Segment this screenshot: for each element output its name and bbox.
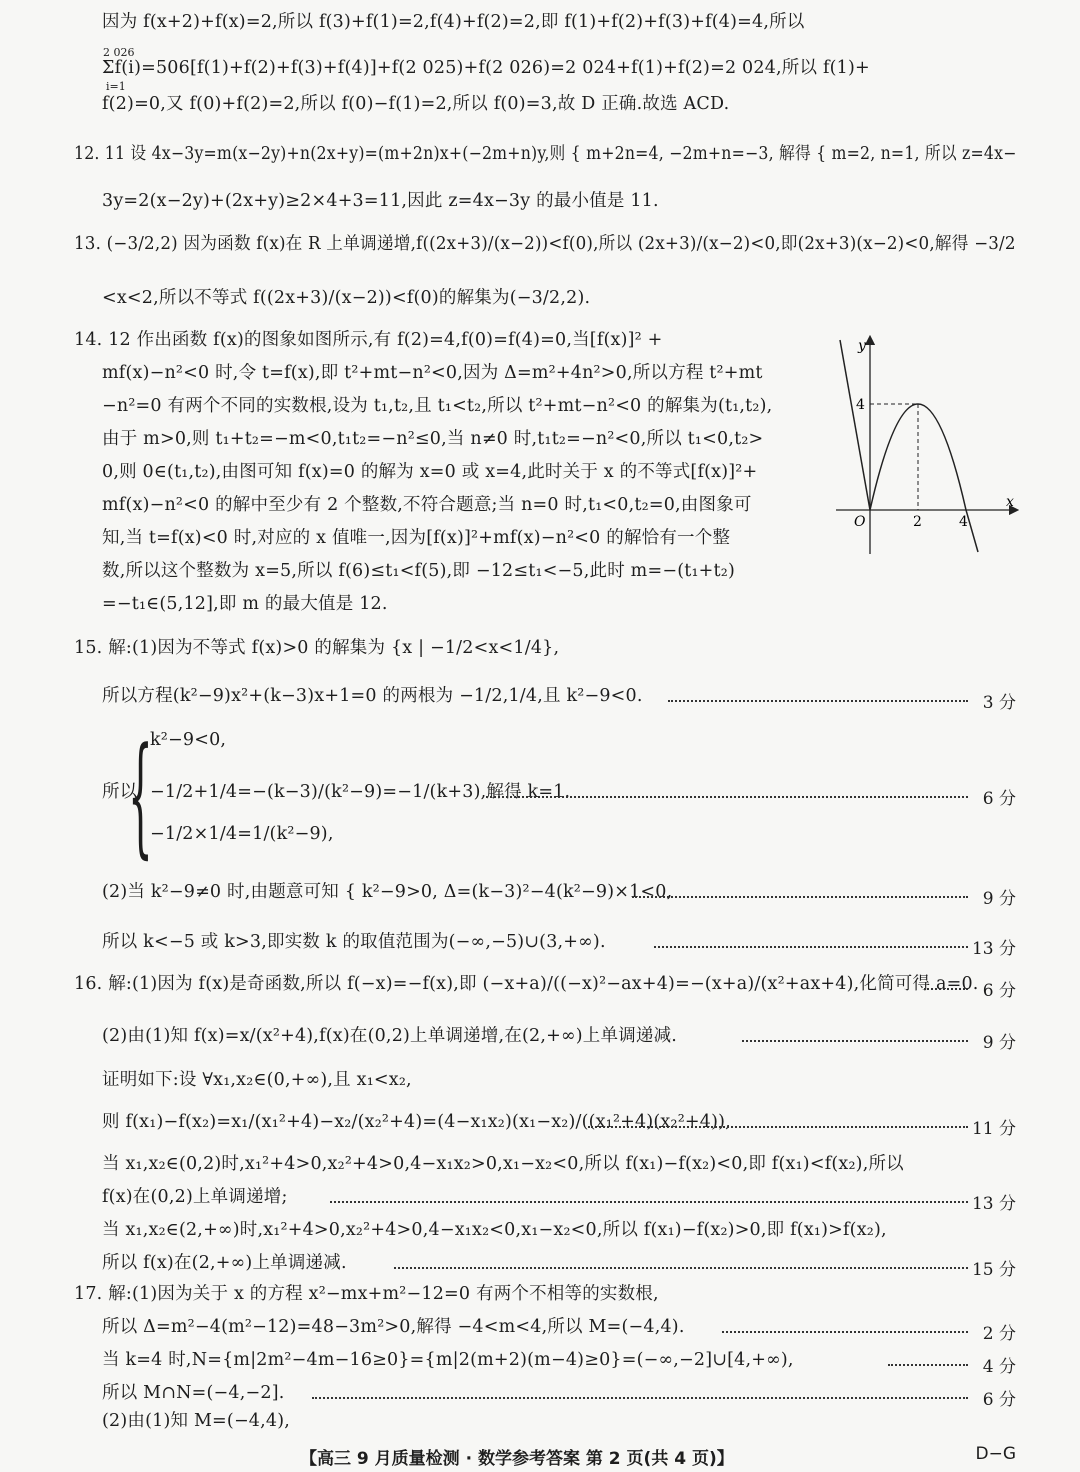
- text-line: 由于 m>0,则 t₁+t₂=−m<0,t₁t₂=−n²≤0,当 n≠0 时,t₁t₂=−n²<0,所以 t₁<0,t₂>: [102, 429, 764, 449]
- text-line: k²−9<0,: [150, 730, 227, 750]
- dot-leader: [654, 946, 968, 948]
- dot-leader: [632, 896, 968, 898]
- score-marker: 15 分: [971, 1260, 1016, 1280]
- origin-label: O: [854, 514, 866, 530]
- score-marker: 2 分: [982, 1324, 1016, 1344]
- text-line: 13. (−3/2,2) 因为函数 f(x)在 R 上单调递增,f((2x+3)/(x−2))<f(0),所以 (2x+3)/(x−2)<0,即(2x+3)(x−2)<0,解得 −3/2: [74, 234, 1016, 254]
- text-line: −n²=0 有两个不同的实数根,设为 t₁,t₂,且 t₁<t₂,所以 t²+mt−n²<0 的解集为(t₁,t₂),: [102, 396, 773, 416]
- text-line: 证明如下:设 ∀x₁,x₂∈(0,+∞),且 x₁<x₂,: [102, 1070, 412, 1090]
- score-marker: 6 分: [982, 1390, 1016, 1410]
- text-line: f(2)=0,又 f(0)+f(2)=2,所以 f(0)−f(1)=2,所以 f(0)=3,故 D 正确.故选 ACD.: [102, 94, 730, 114]
- score-marker: 11 分: [971, 1119, 1016, 1139]
- y-axis-label: y: [858, 338, 866, 354]
- text-line: mf(x)−n²<0 的解中至少有 2 个整数,不符合题意;当 n=0 时,t₁<0,t₂=0,由图象可: [102, 495, 752, 515]
- text-line: <x<2,所以不等式 f((2x+3)/(x−2))<f(0)的解集为(−3/2,2).: [102, 288, 591, 308]
- text-line: 当 x₁,x₂∈(0,2)时,x₁²+4>0,x₂²+4>0,4−x₁x₂>0,x₁−x₂<0,所以 f(x₁)−f(x₂)<0,即 f(x₁)<f(x₂),所以: [102, 1154, 904, 1174]
- score-marker: 6 分: [982, 789, 1016, 809]
- text-line: 所以 f(x)在(2,+∞)上单调递减.: [102, 1253, 347, 1273]
- text-line: 所以 k<−5 或 k>3,即实数 k 的取值范围为(−∞,−5)∪(3,+∞).: [102, 932, 606, 952]
- score-marker: 6 分: [982, 981, 1016, 1001]
- text-line: 数,所以这个整数为 x=5,所以 f(6)≤t₁<f(5),即 −12≤t₁<−5,此时 m=−(t₁+t₂): [102, 561, 736, 581]
- text-line: −1/2+1/4=−(k−3)/(k²−9)=−1/(k+3),解得 k=1.: [150, 782, 571, 802]
- dot-leader: [330, 1201, 968, 1203]
- dot-leader: [312, 1397, 968, 1399]
- sum-upper-limit: 2 026: [103, 46, 135, 59]
- dot-leader: [722, 1331, 968, 1333]
- dot-leader: [924, 988, 968, 990]
- text-line: 所以 Δ=m²−4(m²−12)=48−3m²>0,解得 −4<m<4,所以 M=(−4,4).: [102, 1317, 685, 1337]
- dot-leader: [588, 1126, 968, 1128]
- text-line: 3y=2(x−2y)+(2x+y)≥2×4+3=11,因此 z=4x−3y 的最小值是 11.: [102, 191, 659, 211]
- text-line: Σf(i)=506[f(1)+f(2)+f(3)+f(4)]+f(2 025)+f(2 026)=2 024+f(1)+f(2)=2 024,所以 f(1)+: [102, 58, 870, 78]
- prefix-label: 所以: [102, 782, 138, 802]
- left-branch-curve: [840, 340, 870, 510]
- text-line: (2)当 k²−9≠0 时,由题意可知 { k²−9>0, Δ=(k−3)²−4(k²−9)×1<0,: [102, 882, 673, 902]
- dot-leader: [742, 1040, 968, 1042]
- score-marker: 13 分: [971, 1194, 1016, 1214]
- score-marker: 4 分: [982, 1357, 1016, 1377]
- x-tick-label-2: 2: [913, 514, 922, 530]
- score-marker: 13 分: [971, 939, 1016, 959]
- y-tick-label: 4: [856, 397, 865, 413]
- dot-leader: [486, 796, 968, 798]
- dot-leader: [394, 1267, 968, 1269]
- text-line: (2)由(1)知 f(x)=x/(x²+4),f(x)在(0,2)上单调递增,在(2,+∞)上单调递减.: [102, 1026, 678, 1046]
- x-tick-label-4: 4: [959, 514, 968, 530]
- dot-leader: [668, 700, 968, 702]
- page-footer-title: 【高三 9 月质量检测 · 数学参考答案 第 2 页(共 4 页)】: [300, 1449, 734, 1469]
- text-line: 所以方程(k²−9)x²+(k−3)x+1=0 的两根为 −1/2,1/4,且 k²−9<0.: [102, 686, 643, 706]
- sum-lower-limit: i=1: [106, 80, 126, 93]
- text-line: 因为 f(x+2)+f(x)=2,所以 f(3)+f(1)=2,f(4)+f(2)=2,即 f(1)+f(2)+f(3)+f(4)=4,所以: [102, 12, 805, 32]
- text-line: 15. 解:(1)因为不等式 f(x)>0 的解集为 {x | −1/2<x<1/4},: [74, 638, 560, 658]
- text-line: mf(x)−n²<0 时,令 t=f(x),即 t²+mt−n²<0,因为 Δ=m²+4n²>0,所以方程 t²+mt: [102, 363, 763, 383]
- text-line: 当 x₁,x₂∈(2,+∞)时,x₁²+4>0,x₂²+4>0,4−x₁x₂<0,x₁−x₂<0,所以 f(x₁)−f(x₂)>0,即 f(x₁)>f(x₂),: [102, 1220, 887, 1240]
- score-marker: 9 分: [982, 889, 1016, 909]
- text-line: 14. 12 作出函数 f(x)的图象如图所示,有 f(2)=4,f(0)=f(4)=0,当[f(x)]² +: [74, 330, 663, 350]
- text-line: 17. 解:(1)因为关于 x 的方程 x²−mx+m²−12=0 有两个不相等的实数根,: [74, 1284, 659, 1304]
- dot-leader: [888, 1364, 968, 1366]
- text-line: =−t₁∈(5,12],即 m 的最大值是 12.: [102, 594, 388, 614]
- text-line: 当 k=4 时,N={m|2m²−4m−16≥0}={m|2(m+2)(m−4)≥0}=(−∞,−2]∪[4,+∞),: [102, 1350, 794, 1370]
- score-marker: 9 分: [982, 1033, 1016, 1053]
- text-line: 12. 11 设 4x−3y=m(x−2y)+n(2x+y)=(m+2n)x+(−2m+n)y,则 { m+2n=4, −2m+n=−3, 解得 { m=2, n=1, 所以 z=4x−: [74, 144, 1017, 164]
- score-marker: 3 分: [982, 693, 1016, 713]
- text-line: 0,则 0∈(t₁,t₂),由图可知 f(x)=0 的解为 x=0 或 x=4,此时关于 x 的不等式[f(x)]²+: [102, 462, 758, 482]
- function-graph: [826, 330, 1026, 560]
- page-footer-code: D−G: [975, 1444, 1016, 1464]
- text-line: 知,当 t=f(x)<0 时,对应的 x 值唯一,因为[f(x)]²+mf(x)−n²<0 的解恰有一个整: [102, 528, 731, 548]
- x-axis-label: x: [1006, 494, 1014, 510]
- text-line: 所以 M∩N=(−4,−2].: [102, 1383, 285, 1403]
- text-line: 16. 解:(1)因为 f(x)是奇函数,所以 f(−x)=−f(x),即 (−x+a)/((−x)²−ax+4)=−(x+a)/(x²+ax+4),化简可得 a=0.: [74, 974, 979, 994]
- text-line: f(x)在(0,2)上单调递增;: [102, 1187, 288, 1207]
- text-line: (2)由(1)知 M=(−4,4),: [102, 1411, 291, 1431]
- text-line: −1/2×1/4=1/(k²−9),: [150, 824, 334, 844]
- left-brace: {: [128, 719, 153, 871]
- text-line: 则 f(x₁)−f(x₂)=x₁/(x₁²+4)−x₂/(x₂²+4)=(4−x₁x₂)(x₁−x₂)/((x₁²+4)(x₂²+4)),: [102, 1112, 731, 1132]
